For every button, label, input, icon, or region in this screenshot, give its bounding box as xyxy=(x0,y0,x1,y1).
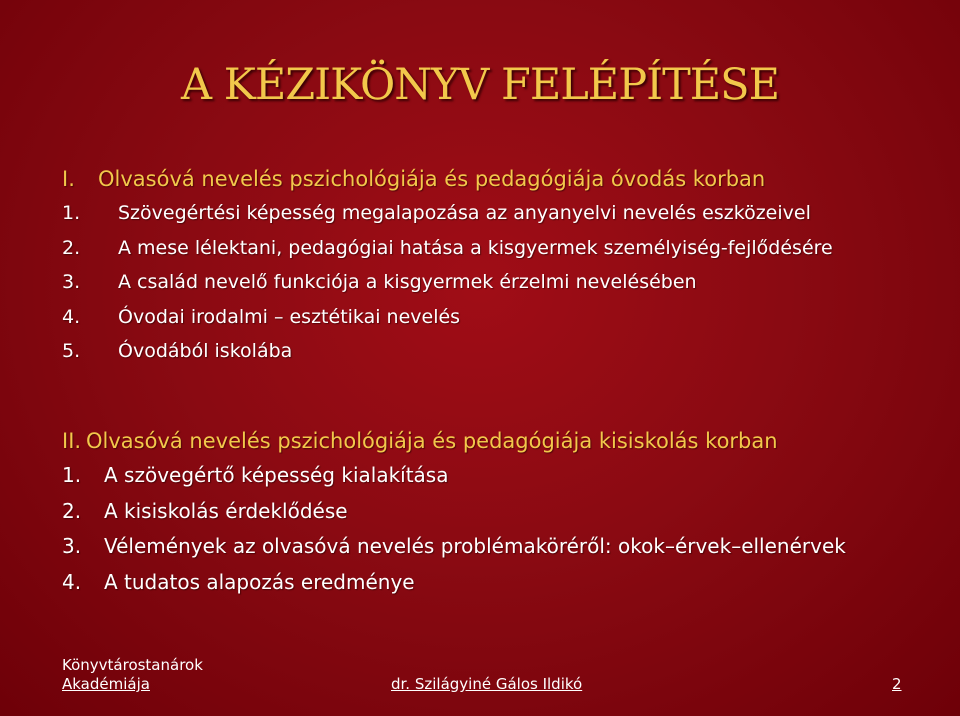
footer-org-line-1: Könyvtárostanárok xyxy=(62,656,203,674)
list-item xyxy=(62,565,846,601)
item-text: A kisiskolás érdeklődése xyxy=(104,498,348,523)
footer-author: dr. Szilágyiné Gálos Ildikó xyxy=(391,675,583,693)
section-heading-text: Olvasóvá nevelés pszichológiája és pedagógiája óvodás korban xyxy=(98,167,766,191)
page-number: 2 xyxy=(892,675,902,693)
item-number: 4. xyxy=(62,305,81,328)
item-text: A tudatos alapozás eredménye xyxy=(104,569,415,594)
list-item xyxy=(62,529,846,565)
list-item xyxy=(62,334,833,369)
slide-title: A KÉZIKÖNYV FELÉPÍTÉSE xyxy=(180,60,780,110)
item-number: 1. xyxy=(62,463,82,487)
section-roman-numeral: I. xyxy=(62,167,75,191)
item-number: 2. xyxy=(62,236,81,259)
item-text: Óvodából iskolába xyxy=(118,340,293,362)
section-heading xyxy=(62,162,833,196)
item-text: A család nevelő funkciója a kisgyermek érzelmi nevelésében xyxy=(118,271,697,293)
section-1 xyxy=(62,162,833,369)
list-item xyxy=(62,300,833,335)
section-heading-text: Olvasóvá nevelés pszichológiája és pedagógiája kisiskolás korban xyxy=(86,429,778,453)
item-number: 4. xyxy=(62,569,82,594)
list-item xyxy=(62,265,833,300)
section-roman-numeral: II. xyxy=(62,429,82,453)
item-number: 1. xyxy=(62,202,81,224)
footer-org-line-2: Akadémiája xyxy=(62,675,150,693)
footer-organization xyxy=(62,656,203,694)
section-heading xyxy=(62,424,846,458)
item-text: Óvodai irodalmi – esztétikai nevelés xyxy=(118,305,461,328)
item-number: 3. xyxy=(62,271,81,293)
item-number: 2. xyxy=(62,498,82,523)
item-text: Szövegértési képesség megalapozása az anyanyelvi nevelés eszközeivel xyxy=(118,202,811,224)
list-item xyxy=(62,196,833,231)
item-number: 5. xyxy=(62,340,81,362)
item-text: A mese lélektani, pedagógiai hatása a kisgyermek személyiség-fejlődésére xyxy=(118,236,833,259)
item-number: 3. xyxy=(62,534,82,558)
section-2 xyxy=(62,424,846,600)
item-text: Vélemények az olvasóvá nevelés problémaköréről: okok–érvek–ellenérvek xyxy=(104,534,846,558)
list-item xyxy=(62,494,846,530)
item-text: A szövegértő képesség kialakítása xyxy=(104,463,449,487)
list-item xyxy=(62,231,833,266)
list-item xyxy=(62,458,846,494)
